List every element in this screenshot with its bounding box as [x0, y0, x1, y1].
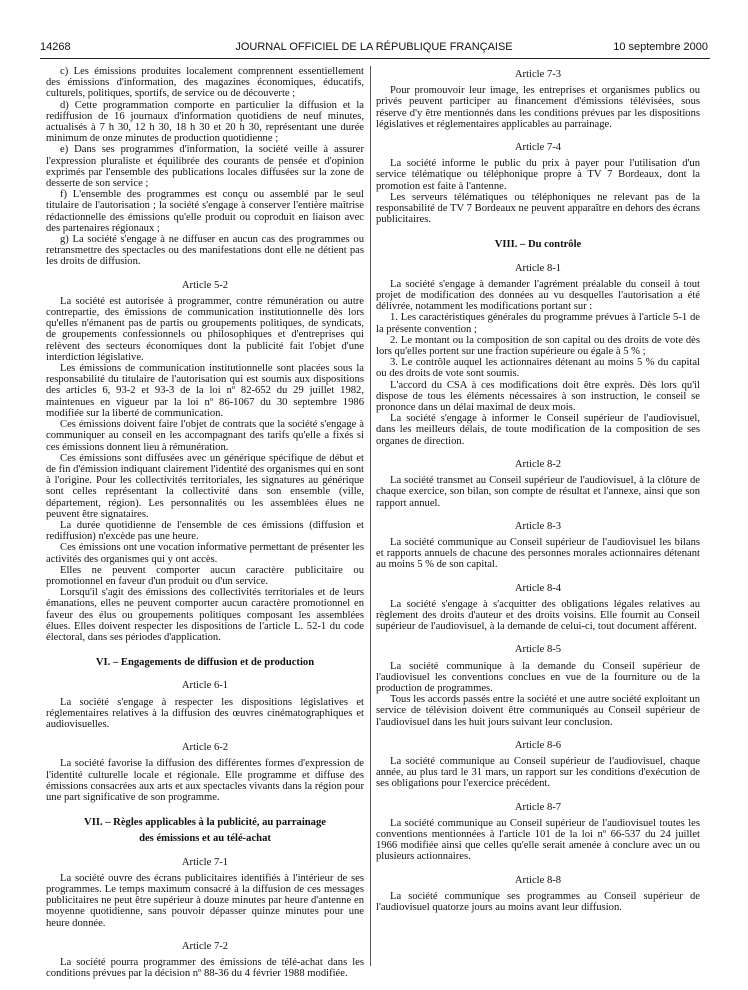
paragraph: La société s'engage à s'acquitter des obligations légales relatives au règlement des droits d'auteur et des droits voisins. Elle fournit au Conseil supérieur de l'audiovisuel, à la demande de celui-ci, tout document afférent. [376, 598, 700, 633]
paragraph: La société communique au Conseil supérieur de l'audiovisuel, chaque année, au plus tard le 31 mars, un rapport sur les conditions d'exécution de ses obligations pour l'exercice précédent. [376, 755, 700, 790]
article-heading: Article 8-3 [514, 520, 562, 532]
article-heading: Article 6-1 [181, 680, 229, 692]
paragraph: La société communique à la demande du Conseil supérieur de l'audiovisuel les conventions conclues en vue de la fourniture ou de la production de programmes. [376, 660, 700, 694]
paragraph: La société transmet au Conseil supérieur de l'audiovisuel, à la clôture de chaque exercice, son bilan, son compte de résultat et l'annexe, ainsi que son rapport annuel. [376, 475, 700, 509]
paragraph: Ces émissions doivent faire l'objet de contrats que la société s'engage à communiquer au conseil en les accompagnant des tarifs qu'elle a fixés si ces émissions donnent lieu à rémunération. [46, 419, 364, 453]
article-heading: Article 8-7 [514, 801, 562, 813]
paragraph: La société favorise la diffusion des différentes formes d'expression de l'identité culturelle locale et régionale. Elle programme et diffuse des émissions consacrées aux arts et aux spectacles vivants dans la région pour une part significative de son programme. [46, 758, 364, 803]
paragraph: 2. Le montant ou la composition de son capital ou des droits de vote dès lors qu'elles portent sur une fraction supérieure ou égale à 5 % ; [376, 334, 700, 358]
paragraph: c) Les émissions produites localement comprennent essentiellement des émissions d'information, des magazines économiques, éducatifs, culturels, politiques, sportifs, de service ou de découverte ; [46, 66, 364, 100]
article-heading: Article 7-4 [514, 142, 562, 154]
article-heading: Article 8-8 [514, 874, 562, 886]
journal-title: JOURNAL OFFICIEL DE LA RÉPUBLIQUE FRANÇAISE [235, 41, 513, 53]
page-number: 14268 [40, 41, 71, 53]
left-column [46, 66, 364, 979]
paragraph: f) L'ensemble des programmes est conçu ou assemblé par le seul titulaire de l'autorisation ; la société s'engage à conserver l'entière maîtrise rédactionnelle des émissions qu'elle produit ou coproduit en liaison avec des partenaires régionaux ; [46, 189, 364, 234]
paragraph: d) Cette programmation comporte en particulier la diffusion et la rediffusion de 16 journaux d'information quotidiens de neuf minutes, actualisés à 7 h 30, 12 h 30, 18 h 30 et 20 h 30, représentant une durée minimum de onze minutes de production quotidienne ; [46, 99, 364, 145]
paragraph: La durée quotidienne de l'ensemble de ces émissions (diffusion et rediffusion) n'excède pas une heure. [46, 519, 364, 543]
paragraph: 1. Les caractéristiques générales du programme prévues à l'article 5-1 de la présente convention ; [376, 312, 700, 335]
article-heading: Article 8-5 [514, 644, 562, 656]
paragraph: Tous les accords passés entre la société et une autre société exploitant un service de télévision doivent être communiqués au Conseil supérieur de l'audiovisuel dans les huit jours suivant leur conclusion. [376, 694, 700, 728]
article-heading: Article 7-3 [514, 69, 562, 80]
article-heading: Article 7-2 [181, 940, 229, 952]
paragraph: 3. Le contrôle auquel les actionnaires détenant au moins 5 % du capital ou des droits de vote sont soumis. [376, 357, 700, 380]
paragraph: La société pourra programmer des émissions de télé-achat dans les conditions prévues par la décision nº 88-36 du 4 février 1988 modifiée. [46, 957, 364, 980]
article-heading: Article 8-1 [514, 262, 562, 274]
paragraph: La société communique au Conseil supérieur de l'audiovisuel toutes les conventions mentionnées à l'article 101 de la loi nº 66-537 du 24 juillet 1966 modifiée ainsi que celles qu'elle serait amenée à conclure avec un ou plusieurs actionnaires. [376, 817, 700, 863]
paragraph: Les émissions de communication institutionnelle sont placées sous la responsabilité du titulaire de l'autorisation qui est soumis aux dispositions des articles 6, 93-2 et 93-3 de la loi nº 82-652 du 29 juillet 1982, maintenues en vigueur par la loi nº 86-1067 du 30 septembre 1986 modifiée sur la liberté de communication. [46, 363, 364, 419]
section-heading: VII. – Règles applicables à la publicité, au parrainage [84, 817, 326, 829]
paragraph: e) Dans ses programmes d'information, la société veille à assurer l'expression pluraliste et équilibrée des courants de pensée et d'opinion exprimés par l'ensemble des publications locales diffusées sur la zone de desserte de son service ; [46, 144, 364, 190]
paragraph: Lorsqu'il s'agit des émissions des collectivités territoriales et de leurs émanations, elles ne peuvent comporter aucun caractère promotionnel en faveur des élus ou groupements politiques composant les assemblées élues. Elles doivent respecter les dispositions de l'article L. 52-1 du code électoral, dans ses périodes d'application. [46, 587, 364, 643]
paragraph: La société communique ses programmes au Conseil supérieur de l'audiovisuel quatorze jours au moins avant leur diffusion. [376, 890, 700, 913]
section-heading: VIII. – Du contrôle [494, 239, 582, 251]
article-heading: Article 7-1 [181, 856, 229, 868]
paragraph: L'accord du CSA à ces modifications doit être exprès. Dès lors qu'il dispose de tous les éléments nécessaires à son instruction, le conseil se prononce dans un délai maximal de deux mois. [376, 379, 700, 414]
paragraph: La société communique au Conseil supérieur de l'audiovisuel les bilans et rapports annuels de chacune des personnes morales actionnaires détenant au moins 5 % de son capital. [376, 536, 700, 571]
column-divider [370, 66, 371, 966]
paragraph: Ces émissions sont diffusées avec un générique spécifique de début et de fin d'émission indiquant clairement l'identité des organismes qui en sont à l'origine. Pour les collectivités territoriales, les signatures au générique sont celles représentant la collectivité dans son ensemble (ville, département, région). Les personnalités ou les assemblées élues ne peuvent être signataires. [46, 452, 364, 520]
paragraph: Elles ne peuvent comporter aucun caractère publicitaire ou promotionnel en faveur d'un produit ou d'un service. [46, 564, 364, 587]
article-heading: Article 8-2 [514, 458, 562, 470]
paragraph: La société s'engage à demander l'agrément préalable du conseil à tout projet de modification des données au vu desquelles l'autorisation a été délivrée, notamment les modifications portant sur : [376, 278, 700, 313]
paragraph: La société s'engage à respecter les dispositions législatives et réglementaires relatives à la diffusion des œuvres cinématographiques et audiovisuelles. [46, 696, 364, 730]
article-heading: Article 8-6 [514, 739, 562, 751]
paragraph: La société est autorisée à programmer, contre rémunération ou autre contrepartie, des émissions de communication institutionnelle dès lors qu'elles n'émanent pas de partis ou groupements politiques, de syndicats, de groupements confessionnels ou philosophiques et d'entreprises qui relèvent des secteurs économiques dont la publicité fait l'objet d'une interdiction législative. [46, 295, 364, 363]
paragraph: La société s'engage à informer le Conseil supérieur de l'audiovisuel, dans les meilleurs délais, de toute modification de la composition de ses organes de direction. [376, 413, 700, 447]
paragraph: Ces émissions ont une vocation informative permettant de présenter les activités des organismes qui y ont accès. [46, 542, 364, 565]
section-heading-continued: des émissions et au télé-achat [139, 833, 271, 845]
header-rule [40, 58, 710, 59]
paragraph: Les serveurs télématiques ou téléphoniques ne relevant pas de la responsabilité de TV 7 Bordeaux ne peuvent apparaître en dehors des écrans publicitaires. [376, 191, 700, 226]
paragraph: g) La société s'engage à ne diffuser en aucun cas des programmes ou retransmettre des spectacles ou des manifestations dont elle ne détient pas les droits de diffusion. [46, 234, 364, 268]
article-heading: Article 6-2 [181, 742, 229, 754]
page-header [40, 40, 708, 54]
paragraph: La société ouvre des écrans publicitaires identifiés à l'intérieur de ses programmes. Le temps maximum consacré à la diffusion de ces messages publicitaires ne peut être supérieur à douze minutes par heure d'antenne en moyenne quotidienne, sans pouvoir dépasser quinze minutes pour une heure donnée. [46, 872, 364, 929]
publication-date: 10 septembre 2000 [613, 41, 708, 53]
right-column [376, 66, 700, 913]
article-heading: Article 8-4 [514, 582, 562, 594]
paragraph: Pour promouvoir leur image, les entreprises et organismes publics ou privés peuvent participer au financement d'émissions télévisées, sous réserve d'y être mentionnés dans les conditions prévues par les dispositions législatives et réglementaires applicables au parrainage. [376, 85, 700, 130]
article-heading: Article 5-2 [181, 279, 229, 291]
paragraph: La société informe le public du prix à payer pour l'utilisation d'un service télématique ou téléphonique propre à TV 7 Bordeaux, dont la promotion est faite à l'antenne. [376, 158, 700, 192]
section-heading: VI. – Engagements de diffusion et de production [95, 657, 315, 669]
